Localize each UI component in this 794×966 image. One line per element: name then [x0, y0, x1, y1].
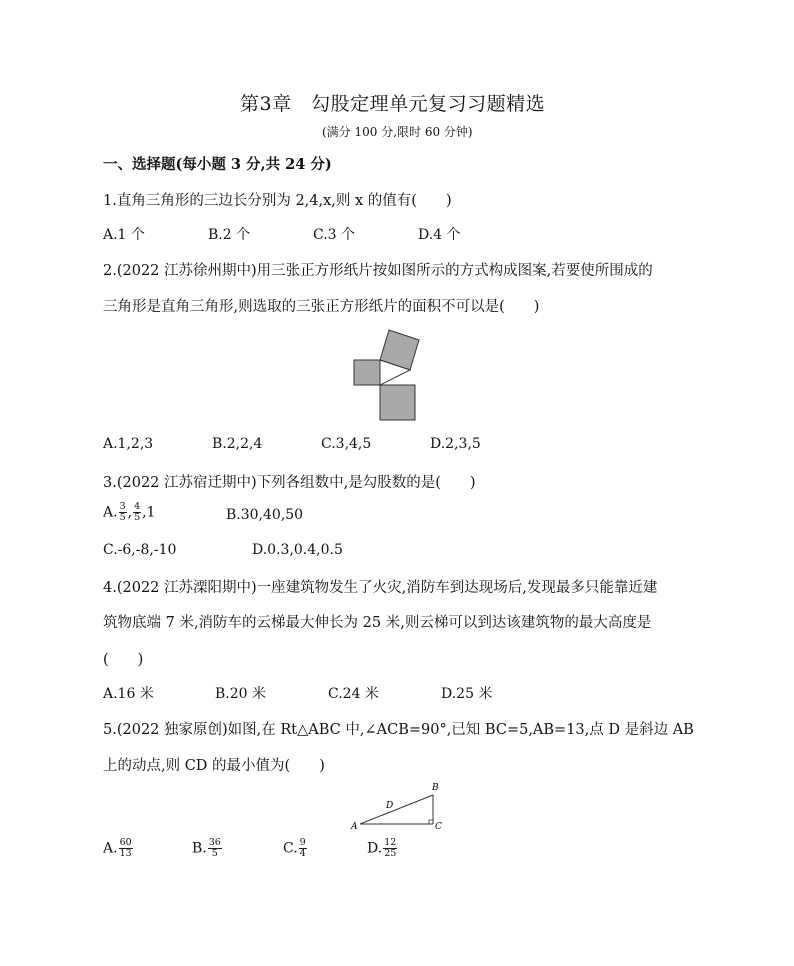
- q5-option-d-fraction: [383, 838, 397, 859]
- question-4-stem-line3: ( ): [103, 652, 144, 668]
- q2-option-a: A.1,2,3: [103, 436, 154, 452]
- q5-option-d-prefix: D.: [367, 840, 383, 857]
- fraction-denominator: 5: [211, 848, 218, 859]
- q3-option-a: [103, 502, 155, 523]
- q3-option-c: C.-6,-8,-10: [103, 542, 177, 558]
- page-title: 第3章 勾股定理单元复习习题精选: [240, 93, 546, 115]
- label-d: D: [386, 801, 394, 811]
- q5-option-a-prefix: A.: [103, 840, 118, 857]
- fraction-denominator: 13: [119, 848, 132, 859]
- label-c: C: [435, 822, 442, 832]
- question-5-stem-line1: 5.(2022 独家原创)如图,在 Rt△ABC 中,∠ACB=90°,已知 BC=5,AB=13,点 D 是斜边 AB: [103, 722, 694, 738]
- q1-option-c: C.3 个: [313, 227, 356, 243]
- q3-option-b: B.30,40,50: [226, 507, 304, 523]
- q5-option-c: [283, 838, 308, 859]
- q3-option-a-prefix: A.: [103, 504, 118, 521]
- fraction-numerator: 3: [119, 501, 126, 512]
- page-subtitle: (满分 100 分,限时 60 分钟): [322, 125, 473, 139]
- fraction-numerator: 36: [208, 837, 221, 848]
- q5-option-a: [103, 838, 134, 859]
- q3-option-a-suffix: ,1: [142, 504, 156, 521]
- q4-option-d: D.25 米: [441, 686, 493, 702]
- fraction-denominator: 25: [384, 848, 397, 859]
- question-1-stem: 1.直角三角形的三边长分别为 2,4,x,则 x 的值有( ): [103, 193, 452, 209]
- fraction-numerator: 12: [384, 837, 397, 848]
- right-triangle-figure: [345, 778, 455, 834]
- q5-option-b: [192, 838, 223, 859]
- q2-option-b: B.2,2,4: [212, 436, 263, 452]
- medium-square: [380, 385, 415, 420]
- fraction-numerator: 60: [119, 837, 132, 848]
- q3-option-a-fraction-1: [119, 502, 127, 523]
- fraction-denominator: 5: [119, 512, 126, 523]
- q5-option-b-fraction: [208, 838, 222, 859]
- section-heading: 一、选择题(每小题 3 分,共 24 分): [103, 156, 332, 173]
- fraction-denominator: 5: [134, 512, 141, 523]
- q1-option-d: D.4 个: [418, 227, 461, 243]
- q2-option-d: D.2,3,5: [430, 436, 481, 452]
- fraction-denominator: 4: [299, 848, 306, 859]
- q3-option-a-fraction-2: [133, 502, 141, 523]
- q1-option-b: B.2 个: [208, 227, 251, 243]
- q4-option-c: C.24 米: [328, 686, 379, 702]
- label-b: B: [432, 783, 439, 793]
- q5-option-a-fraction: [119, 838, 133, 859]
- right-angle-mark: [429, 820, 433, 824]
- question-2-stem-line2: 三角形是直角三角形,则选取的三张正方形纸片的面积不可以是( ): [103, 299, 540, 315]
- fraction-numerator: 9: [299, 837, 306, 848]
- question-4-stem-line2: 筑物底端 7 米,消防车的云梯最大伸长为 25 米,则云梯可以到达该建筑物的最大高度是: [103, 615, 652, 631]
- q4-option-a: A.16 米: [103, 686, 154, 702]
- question-5-stem-line2: 上的动点,则 CD 的最小值为( ): [103, 758, 325, 774]
- three-squares-figure: [345, 320, 445, 428]
- fraction-numerator: 4: [134, 501, 141, 512]
- q5-option-b-prefix: B.: [192, 840, 207, 857]
- q5-option-d: [367, 838, 398, 859]
- q5-option-c-fraction: [299, 838, 307, 859]
- q3-option-a-separator: ,: [127, 504, 133, 521]
- q5-option-c-prefix: C.: [283, 840, 298, 857]
- label-a: A: [351, 822, 358, 832]
- question-2-stem-line1: 2.(2022 江苏徐州期中)用三张正方形纸片按如图所示的方式构成图案,若要使所围成的: [103, 263, 653, 279]
- q1-option-a: A.1 个: [103, 227, 145, 243]
- q2-option-c: C.3,4,5: [321, 436, 372, 452]
- question-3-stem: 3.(2022 江苏宿迁期中)下列各组数中,是勾股数的是( ): [103, 475, 476, 491]
- q4-option-b: B.20 米: [215, 686, 267, 702]
- question-4-stem-line1: 4.(2022 江苏溧阳期中)一座建筑物发生了火灾,消防车到达现场后,发现最多只能靠近建: [103, 580, 658, 596]
- small-square: [354, 360, 380, 385]
- q3-option-d: D.0.3,0.4,0.5: [252, 542, 343, 558]
- side-ab: [360, 795, 433, 824]
